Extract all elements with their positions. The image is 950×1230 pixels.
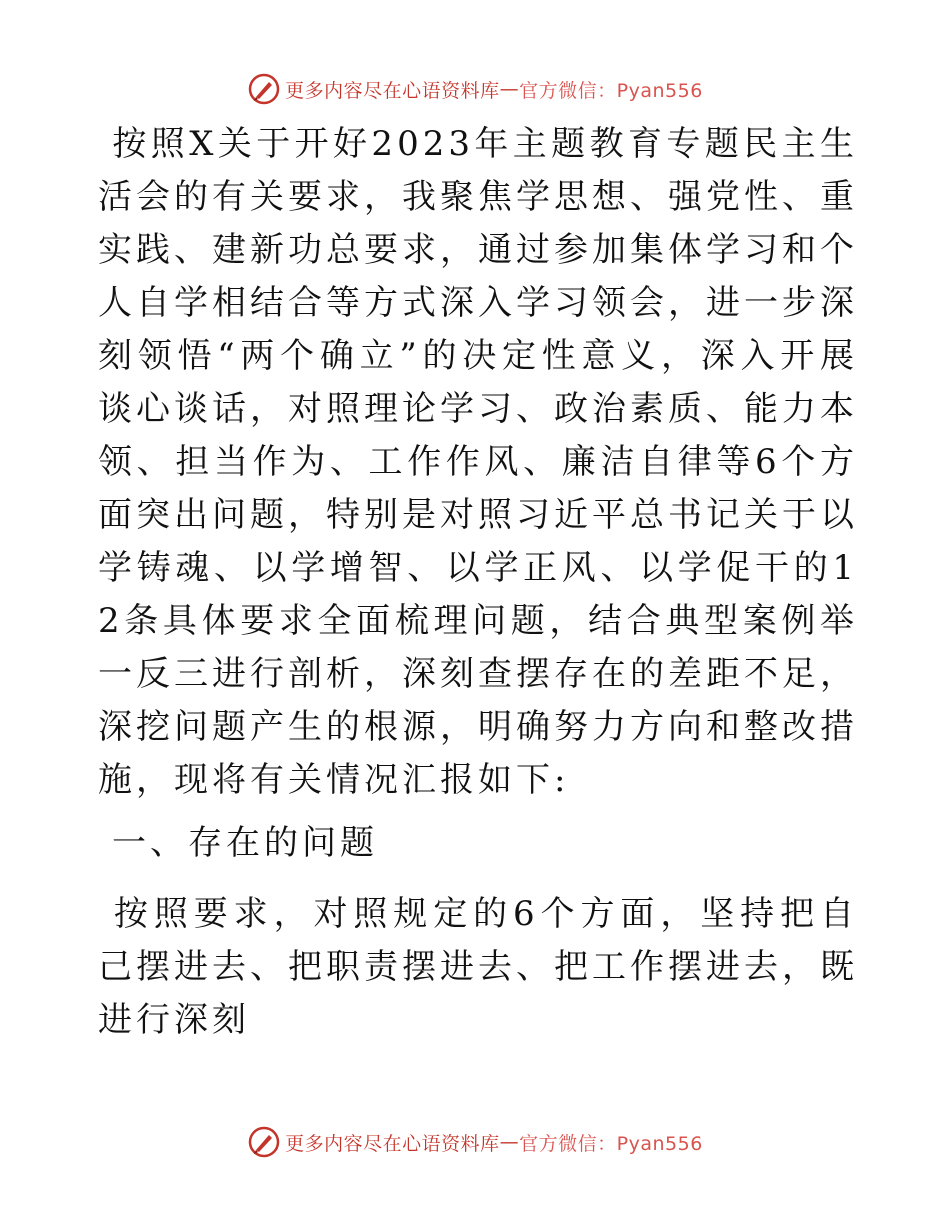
paragraph-problems-text: 按照要求，对照规定的6个方面，坚持把自己摆进去、把职责摆进去、把工作摆进去，既进行深刻 <box>98 894 858 1040</box>
paragraph-intro <box>98 118 858 807</box>
footer-watermark <box>0 1125 950 1159</box>
watermark-wechat: 官方微信：Pyan556 <box>519 79 703 102</box>
watermark-wechat: 官方微信：Pyan556 <box>519 1132 703 1155</box>
watermark-separator: — <box>499 78 520 100</box>
section-heading-text: 一、存在的问题 <box>112 823 378 863</box>
watermark-text: 更多内容尽在心语资料库 <box>285 79 500 102</box>
paragraph-intro-text: 按照X关于开好2023年主题教育专题民主生活会的有关要求，我聚焦学思想、强党性、重实践、建新功总要求，通过参加集体学习和个人自学相结合等方式深入学习领会，进一步深刻领悟“两个确立”的决定性意义，深入开展谈心谈话，对照理论学习、政治素质、能力本领、担当作为、工作作风、廉洁自律等6个方面突出问题，特别是对照习近平总书记关于以学铸魂、以学增智、以学正风、以学促干的12条具体要求全面梳理问题，结合典型案例举一反三进行剖析，深刻查摆存在的差距不足，深挖问题产生的根源，明确努力方向和整改措施，现将有关情况汇报如下: <box>98 124 858 800</box>
watermark-text: 更多内容尽在心语资料库 <box>285 1132 500 1155</box>
pen-logo-icon <box>247 1125 281 1159</box>
paragraph-problems <box>98 888 858 1047</box>
pen-logo-icon <box>247 72 281 106</box>
section-heading <box>98 817 858 870</box>
document-body <box>98 118 858 1047</box>
header-watermark <box>0 72 950 106</box>
watermark-separator: — <box>499 1131 520 1153</box>
